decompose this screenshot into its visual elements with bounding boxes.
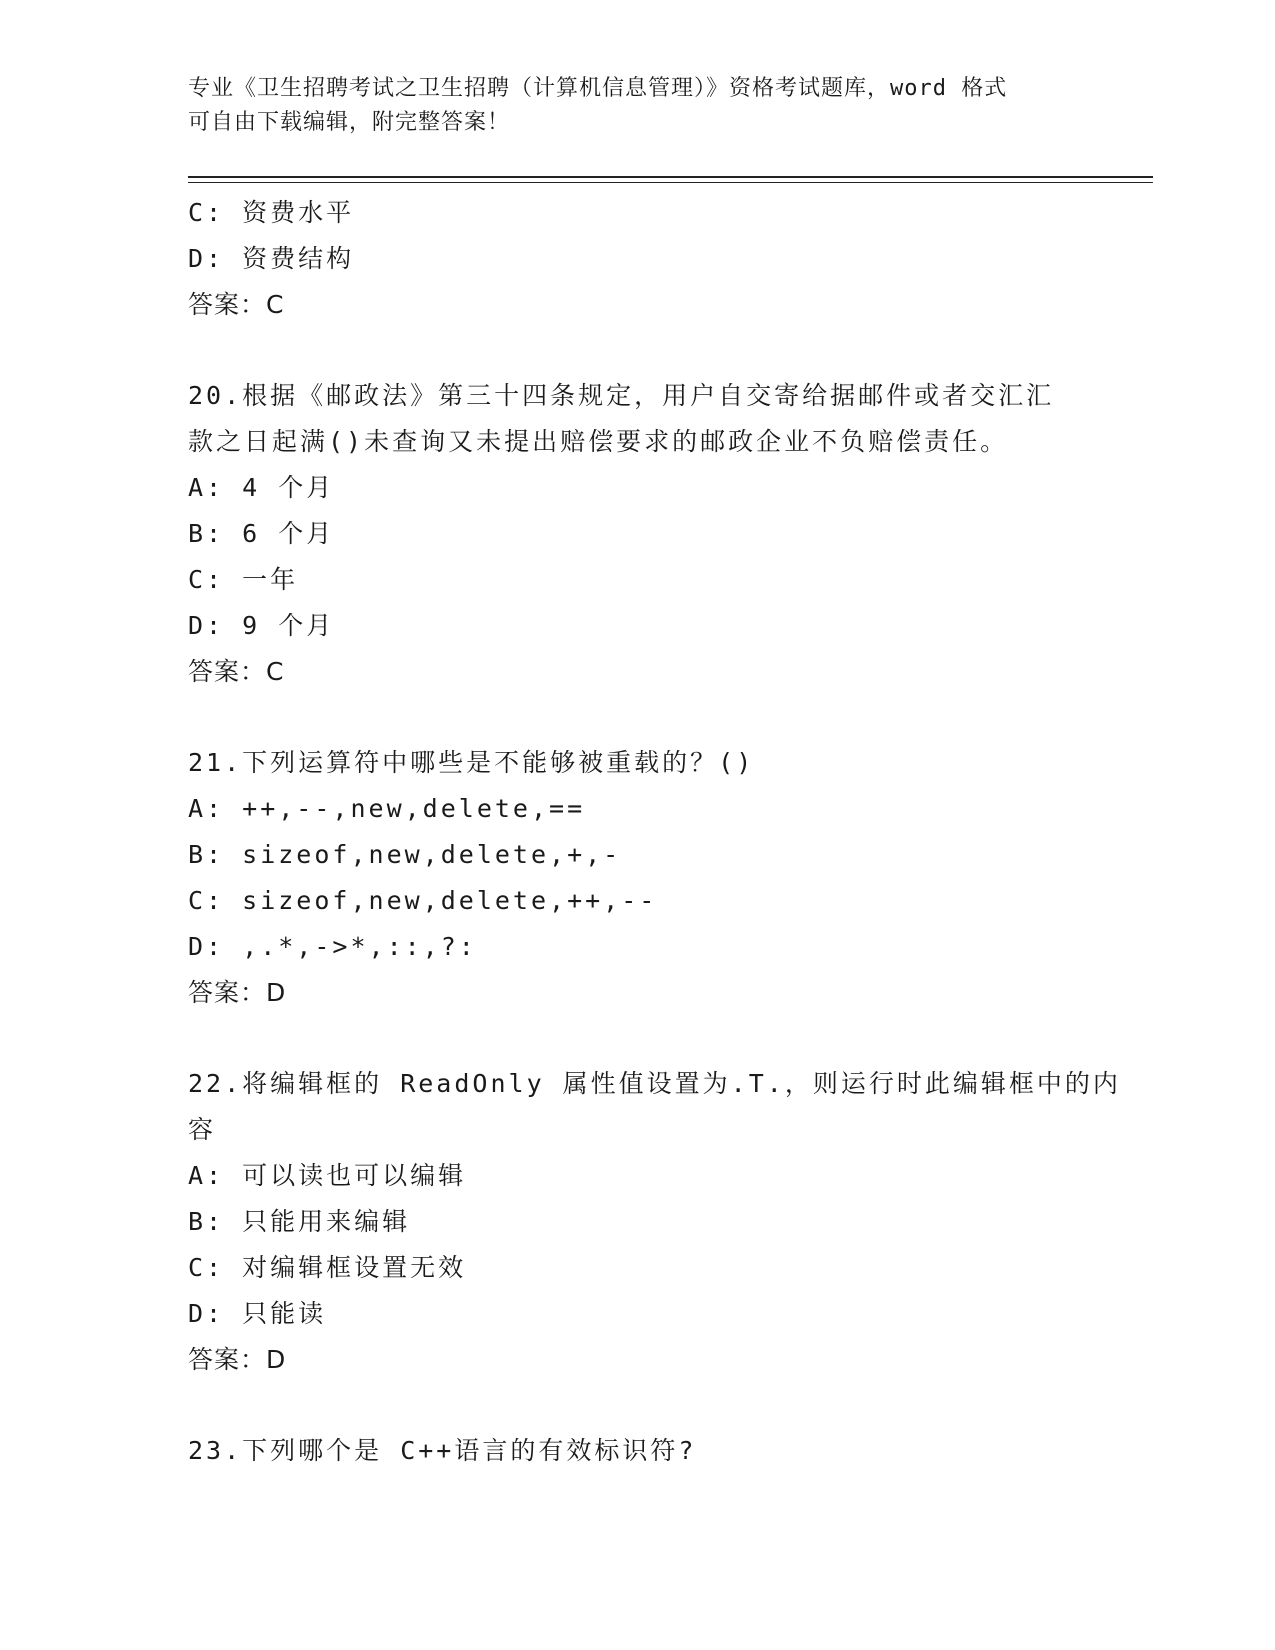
question-20: [188, 373, 1088, 695]
answer: 答案：D: [188, 978, 287, 1007]
question-stem: 21.下列运算符中哪些是不能够被重载的？(): [188, 748, 755, 777]
question-stem: 23.下列哪个是 C++语言的有效标识符?: [188, 1436, 697, 1465]
answer: 答案：D: [188, 1345, 287, 1374]
header-rule-thin: [188, 182, 1153, 183]
option-c: C: 资费水平: [188, 198, 355, 227]
option-a: A: ++,--,new,delete,==: [188, 794, 586, 823]
question-22: [188, 1061, 1121, 1383]
option-a: A: 4 个月: [188, 473, 335, 502]
option-b: B: 6 个月: [188, 519, 335, 548]
option-d: D: 只能读: [188, 1299, 327, 1328]
spacer: [188, 695, 1088, 740]
header-line-1: 专业《卫生招聘考试之卫生招聘（计算机信息管理）》资格考试题库，word 格式: [188, 76, 1008, 101]
header-line-2: 可自由下载编辑，附完整答案！: [188, 110, 511, 135]
question-list: [188, 190, 1121, 1474]
question-stem-cont: 容: [188, 1115, 217, 1144]
option-b: B: 只能用来编辑: [188, 1207, 411, 1236]
document-header: [188, 72, 1088, 140]
question-23: [188, 1428, 1088, 1474]
answer: 答案：C: [188, 657, 285, 686]
spacer: [188, 328, 1088, 373]
option-b: B: sizeof,new,delete,+,-: [188, 840, 622, 869]
question-21: [188, 740, 1088, 1016]
question-stem: 22.将编辑框的 ReadOnly 属性值设置为.T.，则运行时此编辑框中的内: [188, 1069, 1121, 1098]
question-stem-cont: 款之日起满()未查询又未提出赔偿要求的邮政企业不负赔偿责任。: [188, 427, 1009, 456]
answer: 答案：C: [188, 290, 285, 319]
option-c: C: 对编辑框设置无效: [188, 1253, 467, 1282]
option-c: C: sizeof,new,delete,++,--: [188, 886, 658, 915]
question-stem: 20.根据《邮政法》第三十四条规定，用户自交寄给据邮件或者交汇汇: [188, 381, 1055, 410]
option-a: A: 可以读也可以编辑: [188, 1161, 467, 1190]
question-19-tail: [188, 190, 1088, 328]
spacer: [188, 1016, 1088, 1061]
header-rule-thick: [188, 176, 1153, 178]
option-d: D: 资费结构: [188, 244, 355, 273]
option-d: D: ,.*,->*,::,?:: [188, 932, 477, 961]
option-c: C: 一年: [188, 565, 299, 594]
spacer: [188, 1383, 1088, 1428]
option-d: D: 9 个月: [188, 611, 335, 640]
